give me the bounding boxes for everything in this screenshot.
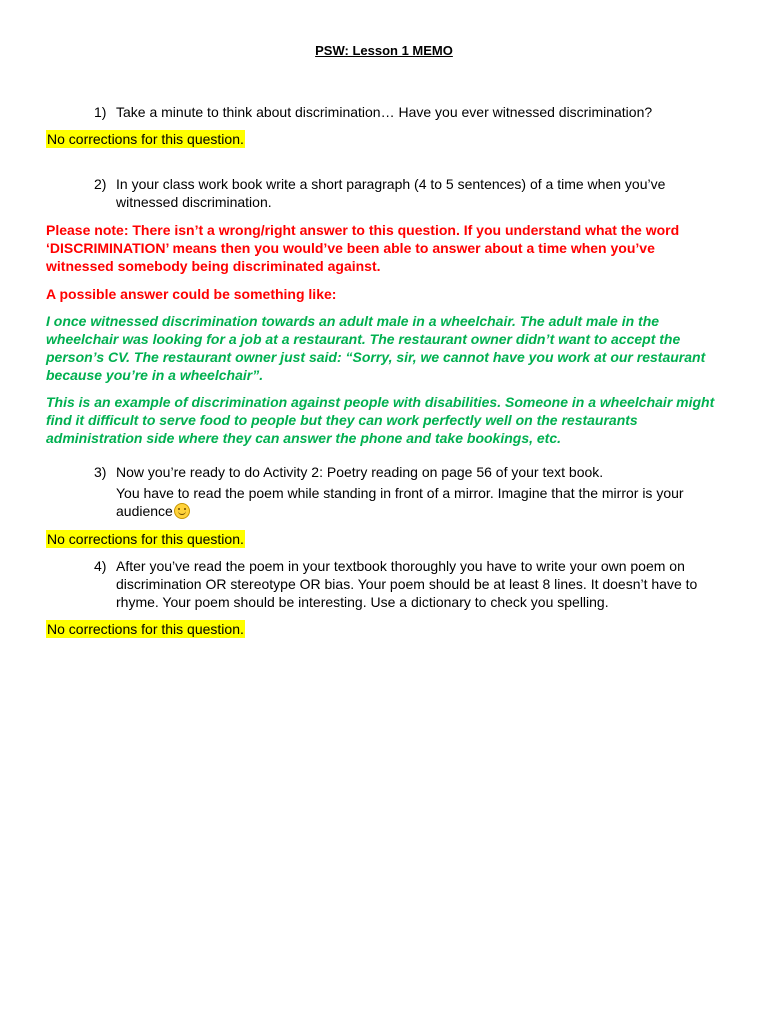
question-3 (94, 463, 724, 520)
page-title: PSW: Lesson 1 MEMO (315, 43, 453, 58)
question-number: 2) (94, 176, 107, 192)
question-text: Take a minute to think about discrimination… Have you ever witnessed discrimination? (116, 104, 653, 120)
possible-answer-intro: A possible answer could be something like: (46, 286, 337, 302)
example-answer-paragraph: I once witnessed discrimination towards an adult male in a wheelchair. The adult male in the wheelchair was looking for a job at a restaurant. The restaurant owner didn’t want to accept the person’s CV. The restaurant owner just said: “Sorry, sir, we cannot have you work at our restaurant because you’re in a wheelchair”. (46, 313, 706, 383)
no-corrections-note-4: No corrections for this question. (47, 621, 244, 637)
question-text: In your class work book write a short paragraph (4 to 5 sentences) of a time when you’ve witnessed discrimination. (116, 176, 666, 210)
no-corrections-note-1: No corrections for this question. (47, 131, 244, 147)
question-2 (94, 175, 724, 211)
question-number: 4) (94, 558, 107, 574)
question-text-line-2: You have to read the poem while standing in front of a mirror. Imagine that the mirror is your audience (116, 485, 684, 519)
smiley-face-icon (174, 503, 190, 519)
question-number: 1) (94, 104, 107, 120)
example-explanation-paragraph: This is an example of discrimination against people with disabilities. Someone in a wheelchair might find it difficult to serve food to people but they can work perfectly well on the restaurants administration side where they can answer the phone and take bookings, etc. (46, 394, 715, 446)
question-4 (94, 557, 724, 611)
question-1 (94, 103, 724, 121)
question-text-line-1: Now you’re ready to do Activity 2: Poetry reading on page 56 of your text book. (116, 464, 604, 480)
question-number: 3) (94, 464, 107, 480)
question-text: After you’ve read the poem in your textbook thoroughly you have to write your own poem on discrimination OR stereotype OR bias. Your poem should be at least 8 lines. It doesn’t have to rhyme. Your poem should be interesting. Use a dictionary to check you spelling. (116, 558, 698, 610)
no-corrections-note-3: No corrections for this question. (47, 531, 244, 547)
answer-note: Please note: There isn’t a wrong/right answer to this question. If you understand what the word ‘DISCRIMINATION’ means then you would’ve been able to answer about a time when you’ve witnessed somebody being discriminated against. (46, 222, 680, 274)
